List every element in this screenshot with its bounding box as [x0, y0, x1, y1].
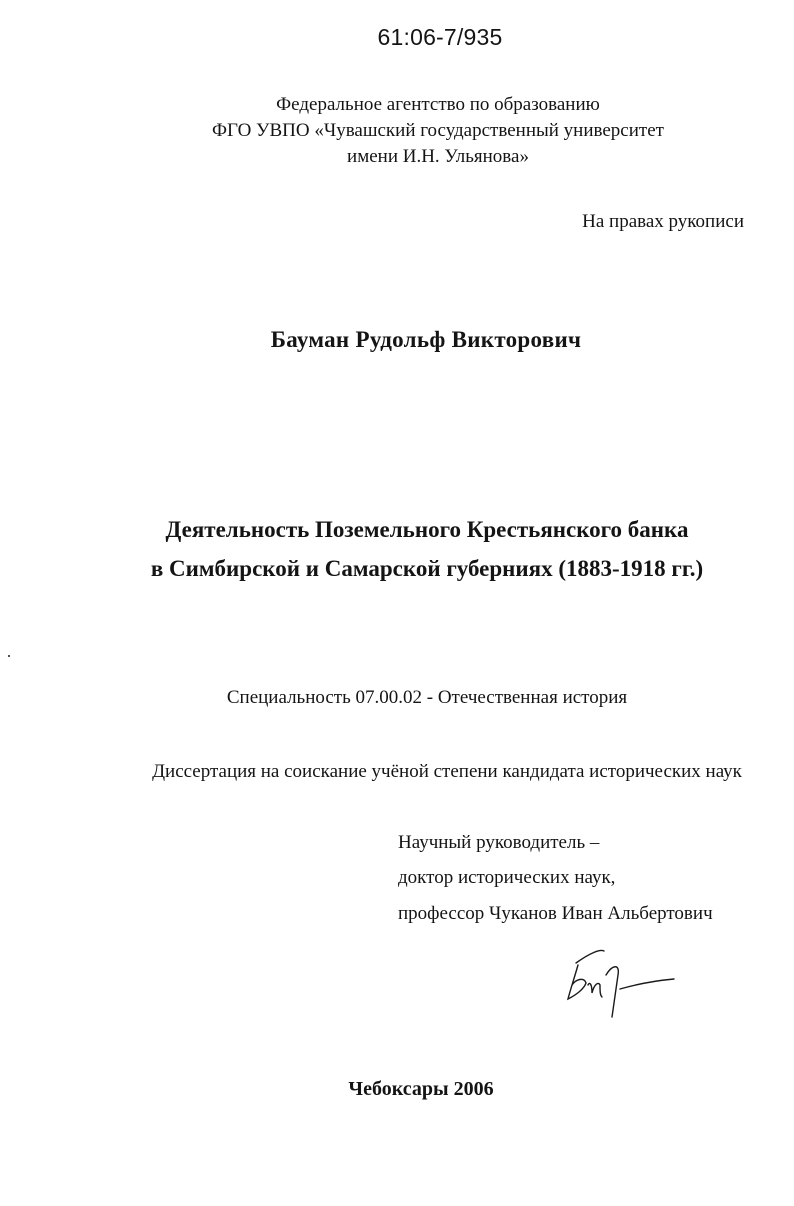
organization-line-1: Федеральное агентство по образованию	[276, 94, 600, 115]
dissertation-title-line-1: Деятельность Поземельного Крестьянского банка	[165, 517, 689, 542]
author-name: Бауман Рудольф Викторович	[270, 327, 582, 352]
signature-icon	[560, 945, 680, 1025]
degree-statement: Диссертация на соискание учёной степени кандидата исторических наук	[152, 761, 742, 782]
city-and-year: Чебоксары 2006	[348, 1078, 494, 1100]
organization-line-3: имени И.Н. Ульянова»	[347, 146, 529, 167]
manuscript-rights-note: На правах рукописи	[582, 211, 744, 232]
scan-speck	[8, 655, 10, 657]
dissertation-title-line-2: в Симбирской и Самарской губерниях (1883-1918 гг.)	[150, 556, 704, 581]
organization-line-2: ФГО УВПО «Чувашский государственный университет	[212, 120, 664, 141]
supervisor-role: Научный руководитель –	[398, 832, 600, 853]
specialty-line: Специальность 07.00.02 - Отечественная история	[226, 687, 628, 708]
supervisor-degree: доктор исторических наук,	[398, 867, 616, 888]
supervisor-name: профессор Чуканов Иван Альбертович	[398, 903, 713, 924]
archive-stamp-number: 61:06-7/935	[377, 24, 503, 50]
